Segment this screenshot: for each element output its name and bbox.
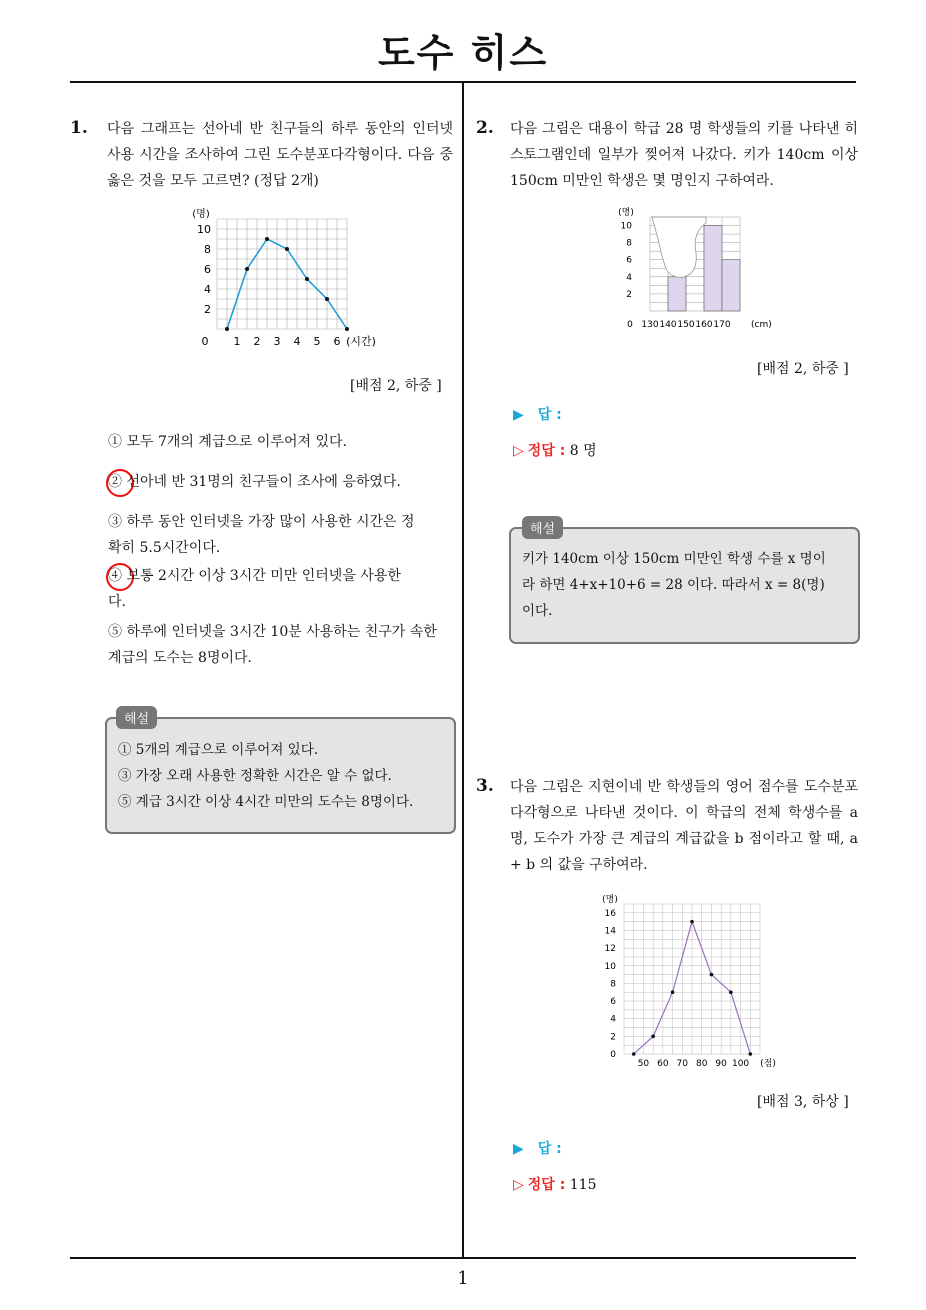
- x-tick-label: 6: [333, 335, 341, 348]
- data-point: [632, 1052, 636, 1056]
- y-tick-label: 6: [204, 263, 211, 276]
- outline-triangle-icon: ▷: [513, 443, 524, 459]
- key-value: 8 명: [569, 443, 597, 459]
- q2-score: [배점 2, 하중 ]: [757, 361, 849, 377]
- data-point: [225, 327, 229, 331]
- y-tick-label: 8: [626, 238, 632, 249]
- option-marker: ④: [108, 568, 122, 584]
- q1-option-3[interactable]: [108, 509, 426, 561]
- x-tick-label: 60: [657, 1059, 669, 1069]
- page-title: 도수 히스: [377, 31, 549, 75]
- x-tick-label: 0: [627, 320, 633, 330]
- answer-label: 답 :: [537, 407, 562, 423]
- x-tick-label: 130: [641, 320, 659, 330]
- option-marker: ③: [108, 514, 122, 530]
- q3-answer-row[interactable]: [513, 1138, 562, 1158]
- x-tick-label: 5: [313, 335, 321, 348]
- x-tick-label: 140: [659, 320, 677, 330]
- x-tick-label: 4: [293, 335, 301, 348]
- y-tick-label: 10: [604, 961, 616, 972]
- explanation-line: 키가 140cm 이상 150cm 미만인 학생 수를 x 명이: [522, 551, 826, 567]
- y-tick-label: 0: [610, 1050, 616, 1060]
- explanation-line: ① 5개의 계급으로 이루어져 있다.: [118, 742, 319, 758]
- q2-number: 2.: [476, 118, 494, 138]
- key-label: 정답 :: [527, 1177, 566, 1193]
- column-divider: [462, 82, 464, 1257]
- x-axis-label: (시간): [346, 335, 376, 348]
- q3-score: [배점 3, 하상 ]: [757, 1094, 849, 1110]
- q3-text: 다음 그림은 지현이네 반 학생들의 영어 점수를 도수분포다각형으로 나타낸 것이다. 이 학급의 전체 학생수를 a 명, 도수가 가장 큰 계급의 계급값을 b 점이라고 할 때, a + b 의 값을 구하여라.: [510, 779, 858, 873]
- option-marker: ②: [108, 474, 122, 490]
- x-tick-label: 0: [201, 335, 209, 348]
- data-point: [305, 277, 309, 281]
- y-axis-label: (명): [192, 209, 210, 220]
- y-tick-label: 6: [626, 255, 632, 266]
- key-label: 정답 :: [527, 443, 566, 459]
- y-tick-label: 12: [604, 944, 616, 955]
- q1-text: 다음 그래프는 선아네 반 친구들의 하루 동안의 인터넷 사용 시간을 조사하여 그린 도수분포다각형이다. 다음 중 옳은 것을 모두 고르면? (정답 2개): [107, 121, 453, 189]
- explanation-line: 라 하면 4+x+10+6 = 28 이다. 따라서 x = 8(명): [522, 577, 825, 593]
- q3-number: 3.: [476, 776, 494, 796]
- x-tick-label: 150: [677, 320, 695, 330]
- q1-option-5[interactable]: [108, 619, 448, 671]
- q1-score: [배점 2, 하중 ]: [350, 378, 442, 394]
- q1-explanation-text: [118, 737, 448, 815]
- q2-answer-row[interactable]: [513, 404, 562, 424]
- x-tick-label: 2: [253, 335, 261, 348]
- option-text: 하루 동안 인터넷을 가장 많이 사용한 시간은 정확히 5.5시간이다.: [108, 514, 415, 556]
- q2-explanation-tab: 해설: [522, 516, 563, 539]
- x-tick-label: 3: [273, 335, 281, 348]
- x-tick-label: 1: [233, 335, 241, 348]
- key-value: 115: [569, 1177, 597, 1193]
- q1-frequency-polygon: [185, 205, 385, 355]
- q1-option-1[interactable]: [108, 429, 448, 455]
- q1-explanation-tab: 해설: [116, 706, 157, 729]
- option-marker: ⑤: [108, 624, 122, 640]
- y-tick-label: 10: [197, 223, 211, 236]
- y-tick-label: 16: [604, 908, 616, 919]
- histogram-bar: [722, 260, 740, 311]
- x-tick-label: 100: [731, 1059, 750, 1069]
- page-number: 1: [457, 1268, 469, 1289]
- q2-histogram: [608, 205, 772, 335]
- option-text: 보통 2시간 이상 3시간 미만 인터넷을 사용한다.: [108, 568, 401, 610]
- explanation-line: 이다.: [522, 603, 553, 619]
- data-point: [710, 973, 714, 977]
- y-tick-label: 4: [204, 283, 211, 296]
- data-point: [345, 327, 349, 331]
- option-text: 하루에 인터넷을 3시간 10분 사용하는 친구가 속한 계급의 도수는 8명이다.: [108, 624, 437, 666]
- y-tick-label: 2: [626, 289, 632, 300]
- explanation-line: ⑤ 계급 3시간 이상 4시간 미만의 도수는 8명이다.: [118, 794, 414, 810]
- x-tick-label: 50: [637, 1059, 650, 1069]
- y-axis-label: (명): [602, 895, 618, 905]
- histogram-bar: [704, 226, 722, 311]
- q3-key-row: [513, 1174, 597, 1194]
- y-axis-label: (명): [618, 208, 634, 218]
- answer-label: 답 :: [537, 1141, 562, 1157]
- x-axis-label: (cm): [751, 320, 772, 330]
- y-tick-label: 6: [610, 997, 616, 1008]
- y-tick-label: 2: [204, 303, 211, 316]
- bottom-rule: [70, 1257, 856, 1259]
- q1-option-4[interactable]: [108, 563, 408, 615]
- data-point: [245, 267, 249, 271]
- y-tick-label: 4: [610, 1014, 616, 1025]
- data-point: [325, 297, 329, 301]
- x-tick-label: 90: [715, 1059, 727, 1069]
- x-tick-label: 160: [695, 320, 713, 330]
- data-point: [671, 990, 675, 994]
- x-tick-label: 80: [695, 1059, 708, 1069]
- y-tick-label: 8: [204, 243, 211, 256]
- x-tick-label: 70: [676, 1059, 689, 1069]
- y-tick-label: 14: [604, 926, 616, 937]
- histogram-bar: [668, 277, 686, 311]
- option-text: 모두 7개의 계급으로 이루어져 있다.: [126, 434, 347, 450]
- data-point: [729, 990, 733, 994]
- x-axis-label: (점): [760, 1059, 776, 1069]
- q2-text: 다음 그림은 대용이 학급 28 명 학생들의 키를 나타낸 히스토그램인데 일부가 찢어져 나갔다. 키가 140cm 이상 150cm 미만인 학생은 몇 명인지 구하여라.: [510, 121, 858, 189]
- data-point: [690, 920, 694, 924]
- q2-explanation-text: [522, 546, 852, 624]
- y-tick-label: 4: [626, 272, 632, 283]
- y-tick-label: 8: [610, 979, 616, 990]
- option-marker: ①: [108, 434, 122, 450]
- data-point: [285, 247, 289, 251]
- outline-triangle-icon: ▷: [513, 1177, 524, 1193]
- play-icon: ▶: [513, 407, 524, 423]
- data-point: [748, 1052, 752, 1056]
- data-point: [265, 237, 269, 241]
- play-icon: ▶: [513, 1141, 524, 1157]
- q3-frequency-polygon: [600, 892, 780, 1072]
- option-text: 선아네 반 31명의 친구들이 조사에 응하였다.: [126, 474, 401, 490]
- q2-key-row: [513, 440, 597, 460]
- explanation-line: ③ 가장 오래 사용한 정확한 시간은 알 수 없다.: [118, 768, 392, 784]
- x-tick-label: 170: [713, 320, 731, 330]
- data-point: [651, 1035, 655, 1039]
- q1-option-2[interactable]: [108, 469, 448, 495]
- q1-number: 1.: [70, 118, 88, 138]
- y-tick-label: 2: [610, 1032, 616, 1043]
- y-tick-label: 10: [620, 221, 632, 232]
